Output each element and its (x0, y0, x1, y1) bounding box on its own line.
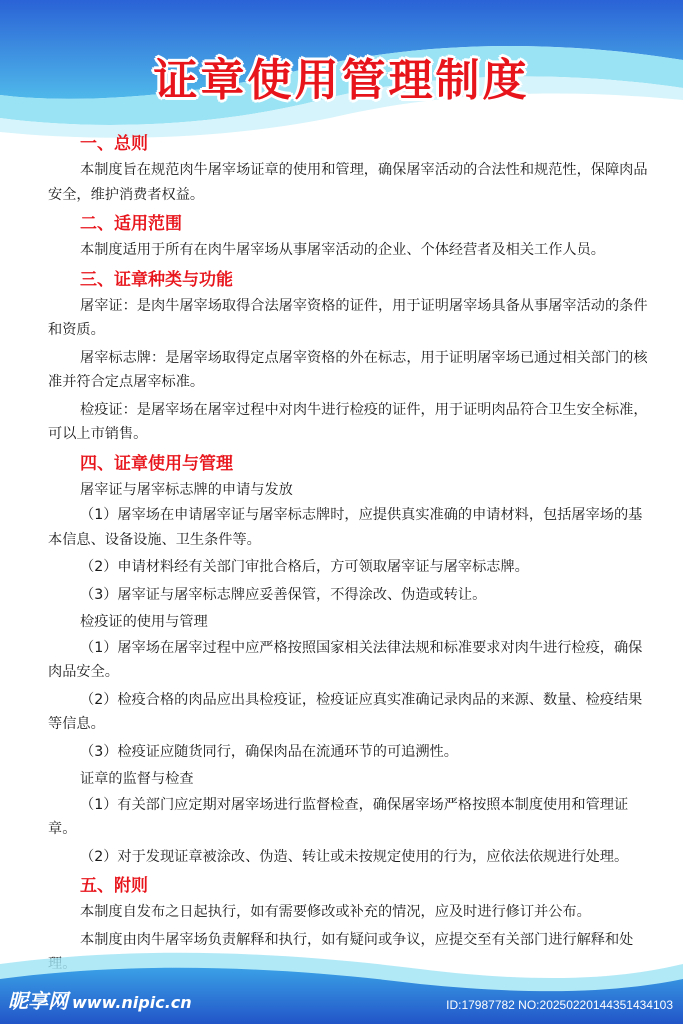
list-item: （1）有关部门应定期对屠宰场进行监督检查，确保屠宰场严格按照本制度使用和管理证章。 (48, 796, 629, 837)
image-id-text: ID:17987782 NO:20250220144351434103 (446, 998, 673, 1012)
section-heading-general: 一、总则 (80, 134, 148, 154)
paragraph: 本制度适用于所有在肉牛屠宰场从事屠宰活动的企业、个体经营者及相关工作人员。 (80, 242, 605, 258)
paragraph: 本制度旨在规范肉牛屠宰场证章的使用和管理，确保屠宰活动的合法性和规范性，保障肉品安全，维护消费者权益。 (48, 162, 648, 203)
subsection-title: 检疫证的使用与管理 (80, 614, 208, 630)
page-title: 证章使用管理制度 (153, 55, 530, 106)
list-item: （2）检疫合格的肉品应出具检疫证，检疫证应真实准确记录肉品的来源、数量、检疫结果等信息。 (48, 691, 643, 732)
watermark-brand: 昵享网 (8, 989, 68, 1013)
watermark-url: www.nipic.cn (72, 993, 192, 1012)
document-body (48, 128, 648, 980)
list-item: （2）申请材料经有关部门审批合格后，方可领取屠宰证与屠宰标志牌。 (80, 559, 529, 575)
paragraph: 检疫证：是屠宰场在屠宰过程中对肉牛进行检疫的证件，用于证明肉品符合卫生安全标准，可以上市销售。 (48, 401, 648, 442)
list-item: （3）屠宰证与屠宰标志牌应妥善保管，不得涂改、伪造或转让。 (80, 586, 487, 603)
paragraph: 本制度自发布之日起执行，如有需要修改或补充的情况，应及时进行修订并公布。 (80, 904, 591, 920)
paragraph: 本制度由肉牛屠宰场负责解释和执行，如有疑问或争议，应提交至有关部门进行解释和处 (80, 931, 634, 948)
watermark-logo (8, 985, 192, 1014)
section-heading-types: 三、证章种类与功能 (80, 269, 233, 290)
section-heading-appendix: 五、附则 (80, 876, 148, 896)
paragraph: 屠宰证：是肉牛屠宰场取得合法屠宰资格的证件，用于证明屠宰场具备从事屠宰活动的条件和资质。 (48, 297, 648, 338)
list-item: （3）检疫证应随货同行，确保肉品在流通环节的可追溯性。 (80, 743, 458, 760)
list-item: （2）对于发现证章被涂改、伪造、转让或未按规定使用的行为，应依法依规进行处理。 (80, 848, 629, 865)
subsection-title: 证章的监督与检查 (80, 771, 194, 787)
paragraph: 屠宰标志牌：是屠宰场取得定点屠宰资格的外在标志，用于证明屠宰场已通过相关部门的核准并符合定点屠宰标准。 (48, 349, 648, 390)
section-heading-scope: 二、适用范围 (80, 214, 182, 234)
section-heading-usage: 四、证章使用与管理 (80, 453, 233, 474)
list-item: （1）屠宰场在屠宰过程中应严格按照国家相关法律法规和标准要求对肉牛进行检疫，确保肉品安全。 (48, 639, 643, 680)
subsection-title: 屠宰证与屠宰标志牌的申请与发放 (80, 481, 293, 498)
list-item: （1）屠宰场在申请屠宰证与屠宰标志牌时，应提供真实准确的申请材料，包括屠宰场的基本信息、设备设施、卫生条件等。 (48, 507, 643, 548)
